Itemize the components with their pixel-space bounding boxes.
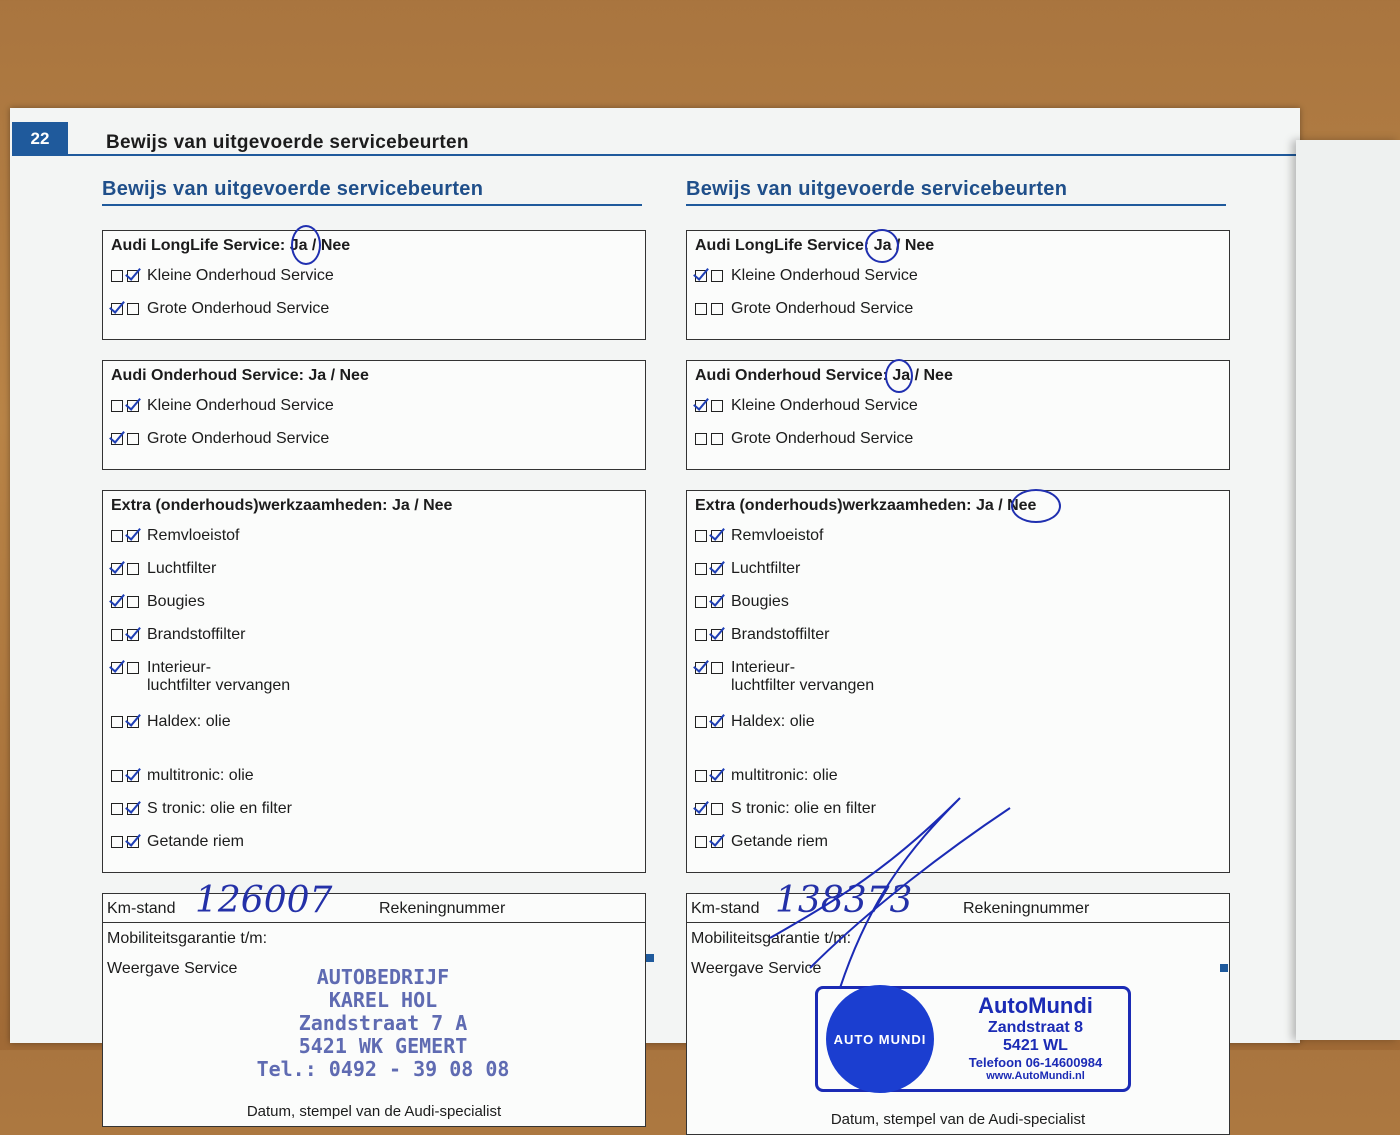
section-title: Bewijs van uitgevoerde servicebeurten: [686, 178, 1226, 206]
checkbox[interactable]: [111, 530, 123, 542]
checkbox[interactable]: [711, 770, 723, 782]
stamp-text: [948, 993, 1123, 1082]
checkbox[interactable]: [711, 836, 723, 848]
stamp-line: AUTOBEDRIJF: [316, 965, 450, 989]
ja-circle-mark: [885, 359, 913, 393]
onderhoud-heading: Audi Onderhoud Service: Ja / Nee: [111, 367, 369, 384]
longlife-box: [686, 230, 1230, 340]
stamp-line: Zandstraat 7 A: [298, 1011, 468, 1035]
checkbox[interactable]: [711, 530, 723, 542]
checkbox[interactable]: [711, 433, 723, 445]
extra-item: [695, 560, 965, 593]
checkbox[interactable]: [111, 563, 123, 575]
running-title: Bewijs van uitgevoerde servicebeurten: [106, 132, 469, 153]
service-record-left: [102, 178, 650, 1127]
checkbox[interactable]: [127, 803, 139, 815]
item-label: Getande riem: [731, 833, 828, 850]
checkbox[interactable]: [111, 303, 123, 315]
checkbox[interactable]: [127, 530, 139, 542]
item-label: Haldex: olie: [147, 713, 231, 730]
checkbox[interactable]: [127, 629, 139, 641]
checkbox[interactable]: [127, 716, 139, 728]
page-number: 22: [12, 122, 68, 156]
onderhoud-box: [686, 360, 1230, 470]
checkbox[interactable]: [695, 270, 707, 282]
checkbox[interactable]: [111, 716, 123, 728]
item-label: Grote Onderhoud Service: [147, 300, 330, 317]
mobility-label: Mobiliteitsgarantie t/m:: [107, 930, 268, 947]
extra-item: [695, 713, 965, 767]
corner-marker: [646, 954, 654, 962]
onderhoud-box: [102, 360, 646, 470]
nee-circle-mark: [1011, 489, 1061, 523]
checkbox-row: [695, 300, 1221, 333]
item-label: Brandstoffilter: [731, 626, 830, 643]
service-display-label: Weergave Service: [691, 960, 822, 977]
stamp-line: AutoMundi: [978, 993, 1093, 1018]
checkbox[interactable]: [127, 596, 139, 608]
extra-item: [695, 593, 965, 626]
checkbox[interactable]: [127, 400, 139, 412]
next-page-edge: [1296, 140, 1400, 1040]
checkbox[interactable]: [111, 629, 123, 641]
checkbox[interactable]: [695, 770, 707, 782]
checkbox[interactable]: [127, 836, 139, 848]
checkbox[interactable]: [127, 662, 139, 674]
item-label: Kleine Onderhoud Service: [731, 267, 918, 284]
section-title: Bewijs van uitgevoerde servicebeurten: [102, 178, 642, 206]
item-label: Interieur- luchtfilter vervangen: [731, 659, 875, 694]
divider: [687, 922, 1229, 923]
ja-circle-mark: [865, 229, 899, 263]
mobility-label: Mobiliteitsgarantie t/m:: [691, 930, 852, 947]
ja-circle-mark: [291, 225, 321, 265]
item-label: Kleine Onderhoud Service: [731, 397, 918, 414]
longlife-box: [102, 230, 646, 340]
checkbox[interactable]: [127, 270, 139, 282]
dealer-stamp: [815, 986, 1131, 1092]
checkbox[interactable]: [711, 629, 723, 641]
item-label: multitronic: olie: [147, 767, 254, 784]
longlife-heading: Audi LongLife Service: Ja / Nee: [111, 237, 351, 254]
checkbox[interactable]: [695, 563, 707, 575]
checkbox-row: [111, 397, 637, 430]
extra-item: [111, 659, 381, 713]
checkbox[interactable]: [695, 596, 707, 608]
checkbox[interactable]: [127, 770, 139, 782]
corner-marker: [1220, 964, 1228, 972]
item-label: Grote Onderhoud Service: [147, 430, 330, 447]
extra-grid: [111, 527, 637, 866]
stamp-line: Tel.: 0492 - 39 08 08: [256, 1057, 510, 1081]
item-label: Luchtfilter: [731, 560, 801, 577]
item-label: Remvloeistof: [147, 527, 240, 544]
stamp-line: Zandstraat 8: [987, 1019, 1084, 1036]
extra-item: [695, 527, 965, 560]
extra-item: [111, 626, 381, 659]
extra-item: [111, 527, 381, 560]
extra-grid: [695, 527, 1221, 866]
extra-item: [695, 659, 965, 713]
checkbox[interactable]: [695, 629, 707, 641]
service-display-label: Weergave Service: [107, 960, 238, 977]
checkbox[interactable]: [127, 433, 139, 445]
item-label: Grote Onderhoud Service: [731, 430, 914, 447]
checkbox[interactable]: [111, 770, 123, 782]
checkbox[interactable]: [695, 400, 707, 412]
checkbox[interactable]: [111, 400, 123, 412]
stamp-line: www.AutoMundi.nl: [986, 1070, 1085, 1082]
extra-item: [111, 833, 381, 866]
garage-stamp: [253, 966, 513, 1081]
extra-item: [695, 626, 965, 659]
extra-box: [102, 490, 646, 873]
stamp-line: 5421 WL: [1003, 1037, 1068, 1054]
checkbox[interactable]: [711, 563, 723, 575]
stamp-line: 5421 WK GEMERT: [298, 1034, 468, 1058]
km-handwritten: 138373: [775, 880, 913, 921]
checkbox[interactable]: [111, 433, 123, 445]
checkbox[interactable]: [711, 803, 723, 815]
extra-item: [695, 767, 965, 800]
service-record-right: [686, 178, 1234, 1135]
checkbox[interactable]: [695, 803, 707, 815]
item-label: multitronic: olie: [731, 767, 838, 784]
date-stamp-label: Datum, stempel van de Audi-specialist: [246, 1103, 502, 1120]
km-handwritten: 126007: [195, 880, 333, 921]
extra-item: [111, 767, 381, 800]
checkbox[interactable]: [111, 803, 123, 815]
divider: [103, 922, 645, 923]
invoice-label: Rekeningnummer: [963, 900, 1090, 917]
service-booklet-page: [10, 108, 1300, 1128]
extra-item: [111, 593, 381, 626]
dealer-logo: AUTO MUNDI: [826, 985, 934, 1093]
checkbox[interactable]: [111, 270, 123, 282]
item-label: Kleine Onderhoud Service: [147, 267, 334, 284]
checkbox[interactable]: [695, 662, 707, 674]
checkbox[interactable]: [711, 596, 723, 608]
stamp-line: Telefoon 06-14600984: [968, 1055, 1103, 1070]
checkbox-row: [111, 300, 637, 333]
checkbox[interactable]: [711, 270, 723, 282]
stamp-box: [686, 880, 1230, 1135]
invoice-label: Rekeningnummer: [379, 900, 506, 917]
header-rule: [68, 154, 1300, 156]
item-label: Interieur- luchtfilter vervangen: [147, 659, 291, 694]
km-label: Km-stand: [691, 900, 760, 917]
checkbox[interactable]: [127, 563, 139, 575]
checkbox-row: [695, 430, 1221, 463]
stamp-box: [102, 880, 646, 1127]
item-label: Luchtfilter: [147, 560, 217, 577]
checkbox-row: [695, 397, 1221, 430]
date-stamp-label: Datum, stempel van de Audi-specialist: [830, 1111, 1086, 1128]
item-label: Remvloeistof: [731, 527, 824, 544]
checkbox[interactable]: [111, 596, 123, 608]
onderhoud-heading: Audi Onderhoud Service: Ja / Nee: [695, 367, 953, 384]
checkbox-row: [111, 267, 637, 300]
item-label: Grote Onderhoud Service: [731, 300, 914, 317]
item-label: Brandstoffilter: [147, 626, 246, 643]
checkbox[interactable]: [711, 716, 723, 728]
checkbox[interactable]: [695, 716, 707, 728]
item-label: Haldex: olie: [731, 713, 815, 730]
extra-item: [695, 800, 965, 833]
checkbox[interactable]: [711, 303, 723, 315]
extra-heading: Extra (onderhouds)werkzaamheden: Ja / Nee: [695, 497, 1037, 514]
extra-item: [695, 833, 965, 866]
km-label: Km-stand: [107, 900, 176, 917]
extra-item: [111, 713, 381, 767]
item-label: Kleine Onderhoud Service: [147, 397, 334, 414]
extra-box: [686, 490, 1230, 873]
longlife-heading: Audi LongLife Service: Ja / Nee: [695, 237, 935, 254]
checkbox-row: [695, 267, 1221, 300]
extra-item: [111, 800, 381, 833]
extra-item: [111, 560, 381, 593]
checkbox[interactable]: [695, 836, 707, 848]
checkbox[interactable]: [711, 662, 723, 674]
checkbox[interactable]: [711, 400, 723, 412]
checkbox-row: [111, 430, 637, 463]
checkbox[interactable]: [695, 433, 707, 445]
item-label: S tronic: olie en filter: [147, 800, 292, 817]
item-label: Bougies: [731, 593, 789, 610]
extra-heading: Extra (onderhouds)werkzaamheden: Ja / Nee: [111, 497, 453, 514]
checkbox[interactable]: [111, 836, 123, 848]
item-label: S tronic: olie en filter: [731, 800, 876, 817]
item-label: Getande riem: [147, 833, 244, 850]
item-label: Bougies: [147, 593, 205, 610]
checkbox[interactable]: [695, 530, 707, 542]
checkbox[interactable]: [695, 303, 707, 315]
checkbox[interactable]: [111, 662, 123, 674]
stamp-line: KAREL HOL: [328, 988, 438, 1012]
checkbox[interactable]: [127, 303, 139, 315]
